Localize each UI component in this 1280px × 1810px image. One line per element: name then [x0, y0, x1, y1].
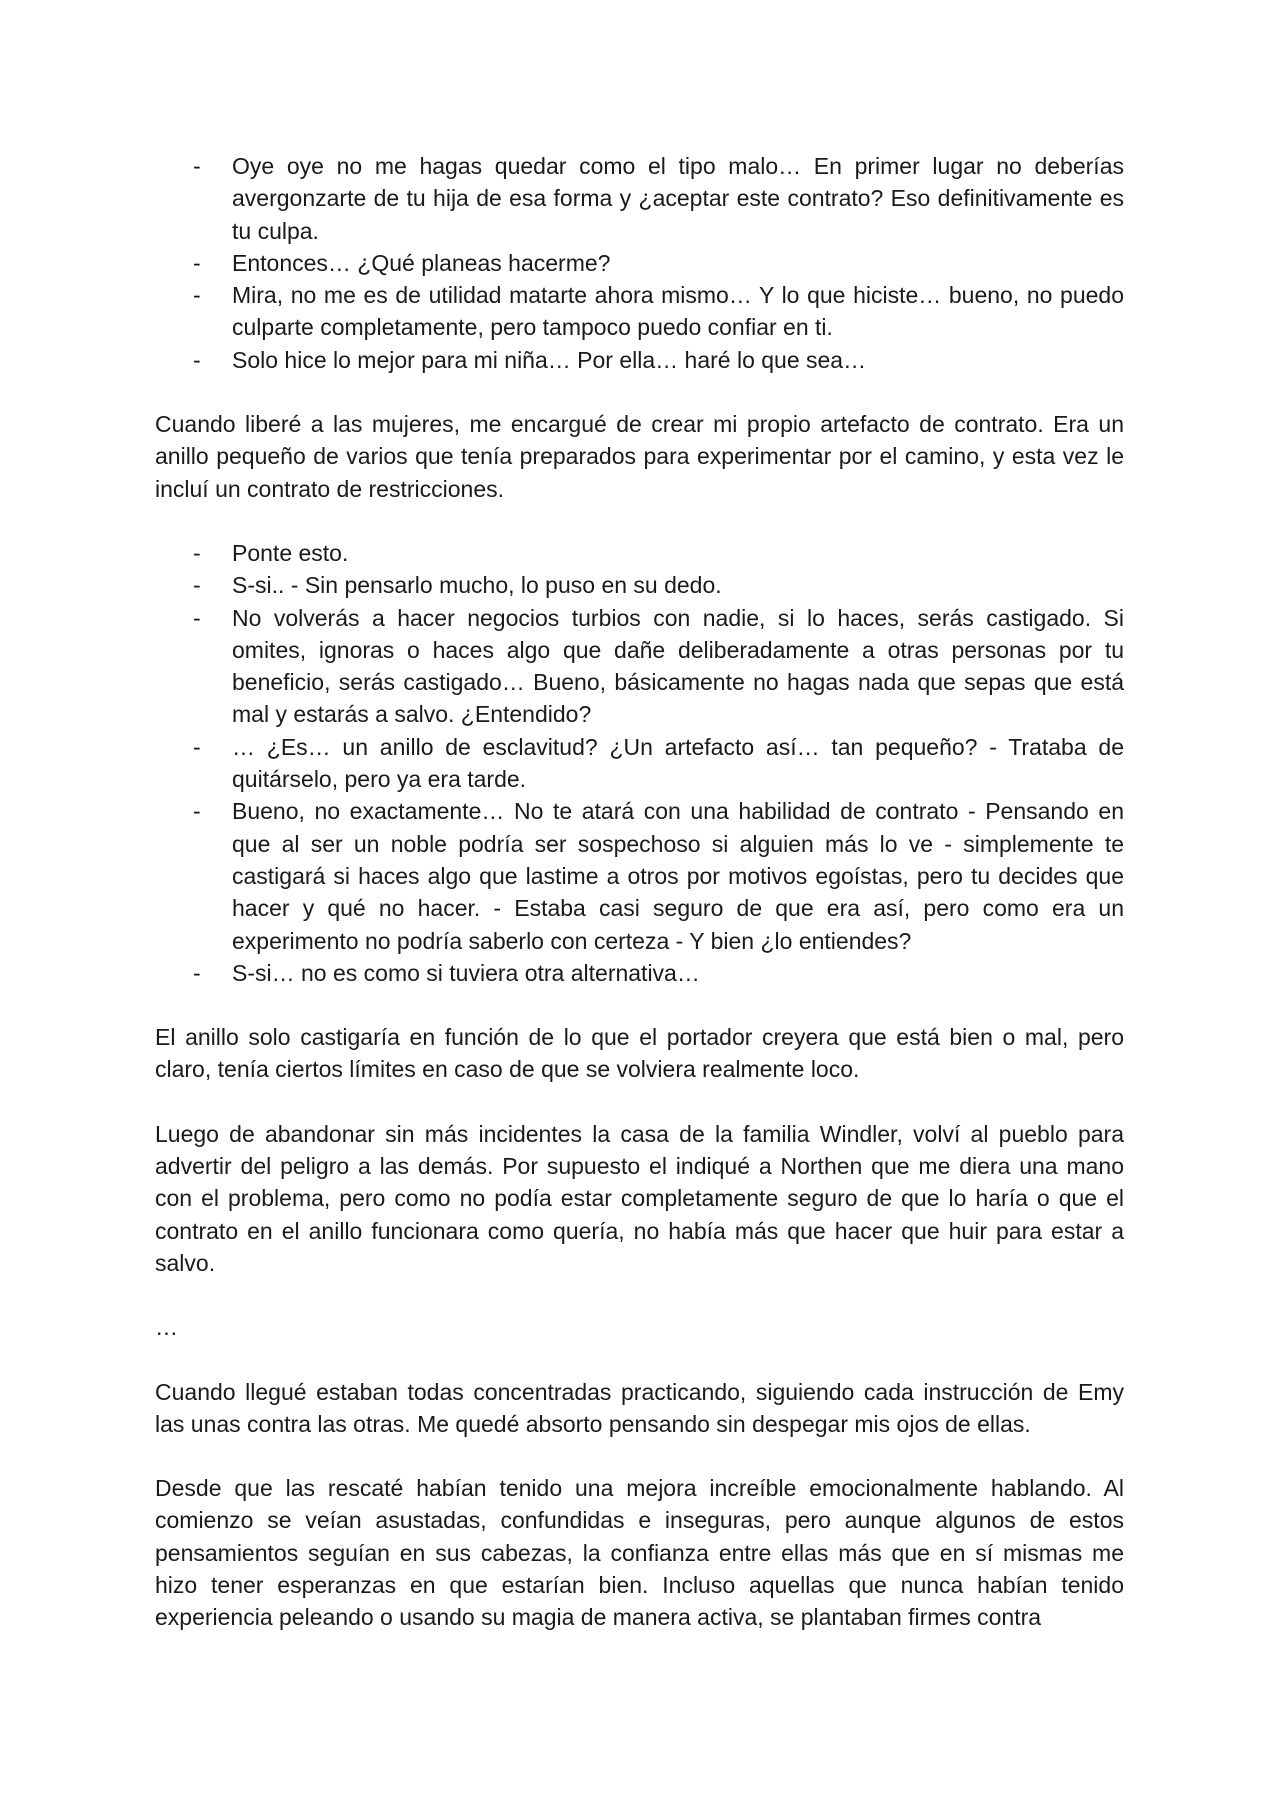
paragraph-gap	[155, 989, 1124, 1021]
dash-bullet: -	[193, 604, 201, 631]
dash-bullet: -	[193, 572, 201, 599]
paragraph-gap	[155, 1086, 1124, 1118]
paragraph-gap	[155, 1344, 1124, 1376]
paragraph: Cuando llegué estaban todas concentradas practicando, siguiendo cada instrucción de Emy las unas contra las otras. Me quedé absorto pensando sin despegar mis ojos de ellas.	[155, 1378, 1124, 1437]
dash-bullet: -	[193, 798, 201, 825]
document-page	[155, 150, 1124, 1634]
dialogue-list-2	[155, 537, 1124, 989]
paragraph: Desde que las rescaté habían tenido una mejora increíble emocionalmente hablando. Al comienzo se veían asustadas, confundidas e inseguras, pero aunque algunos de estos pensamientos seguían en sus cabezas, la confianza entre ellas más que en sí mismas me hizo tener esperanzas en que estarían bien. Incluso aquellas que nunca habían tenido experiencia peleando o usando su magia de manera activa, se plantaban firmes contra	[155, 1475, 1124, 1631]
dialogue-text: Oye oye no me hagas quedar como el tipo malo… En primer lugar no deberías avergonzarte de tu hija de esa forma y ¿aceptar este contrato? Eso definitivamente es tu culpa.	[232, 153, 1124, 244]
dash-bullet: -	[193, 249, 201, 276]
dialogue-text: S-si… no es como si tuviera otra alternativa…	[232, 959, 700, 986]
dialogue-line	[155, 957, 1124, 989]
paragraph-gap	[155, 1279, 1124, 1311]
dialogue-text: Solo hice lo mejor para mi niña… Por ella… haré lo que sea…	[232, 346, 867, 373]
dash-bullet: -	[193, 733, 201, 760]
paragraph-gap	[155, 1440, 1124, 1472]
dialogue-line	[155, 150, 1124, 247]
dialogue-text: S-si.. - Sin pensarlo mucho, lo puso en su dedo.	[232, 572, 722, 599]
dialogue-text: … ¿Es… un anillo de esclavitud? ¿Un artefacto así… tan pequeño? - Trataba de quitárselo, pero ya era tarde.	[232, 733, 1124, 793]
dialogue-text: Ponte esto.	[232, 539, 349, 566]
scene-break: …	[155, 1314, 178, 1341]
dialogue-line	[155, 795, 1124, 956]
dash-bullet: -	[193, 959, 201, 986]
dialogue-text: Bueno, no exactamente… No te atará con una habilidad de contrato - Pensando en que al ser un noble podría ser sospechoso si alguien más lo ve - simplemente te castigará si haces algo que lastime a otros por motivos egoístas, pero tu decides que hacer y qué no hacer. - Estaba casi seguro de que era así, pero como era un experimento no podría saberlo con certeza - Y bien ¿lo entiendes?	[232, 798, 1124, 954]
dash-bullet: -	[193, 153, 201, 179]
dash-bullet: -	[193, 282, 201, 309]
dialogue-line	[155, 731, 1124, 796]
dialogue-line	[155, 247, 1124, 279]
dialogue-line	[155, 569, 1124, 601]
dialogue-line	[155, 602, 1124, 731]
dialogue-line	[155, 537, 1124, 569]
dash-bullet: -	[193, 539, 201, 566]
dialogue-text: Entonces… ¿Qué planeas hacerme?	[232, 249, 611, 276]
dialogue-line	[155, 279, 1124, 344]
dash-bullet: -	[193, 346, 201, 373]
paragraph: El anillo solo castigaría en función de lo que el portador creyera que está bien o mal, pero claro, tenía ciertos límites en caso de que se volviera realmente loco.	[155, 1024, 1124, 1083]
paragraph-gap	[155, 376, 1124, 408]
dialogue-text: Mira, no me es de utilidad matarte ahora mismo… Y lo que hiciste… bueno, no puedo culparte completamente, pero tampoco puedo confiar en ti.	[232, 282, 1124, 341]
dialogue-list-1	[155, 150, 1124, 376]
dialogue-line	[155, 344, 1124, 376]
paragraph-gap	[155, 505, 1124, 537]
dialogue-text: No volverás a hacer negocios turbios con nadie, si lo haces, serás castigado. Si omites, ignoras o haces algo que dañe deliberadamente a otras personas por tu beneficio, serás castigado… Bueno, básicamente no hagas nada que sepas que está mal y estarás a salvo. ¿Entendido?	[232, 604, 1124, 728]
paragraph: Luego de abandonar sin más incidentes la casa de la familia Windler, volví al pueblo para advertir del peligro a las demás. Por supuesto el indiqué a Northen que me diera una mano con el problema, pero como no podía estar completamente seguro de que lo haría o que el contrato en el anillo funcionara como quería, no había más que hacer que huir para estar a salvo.	[155, 1120, 1124, 1276]
paragraph: Cuando liberé a las mujeres, me encargué de crear mi propio artefacto de contrato. Era un anillo pequeño de varios que tenía preparados para experimentar por el camino, y esta vez le incluí un contrato de restricciones.	[155, 411, 1124, 502]
